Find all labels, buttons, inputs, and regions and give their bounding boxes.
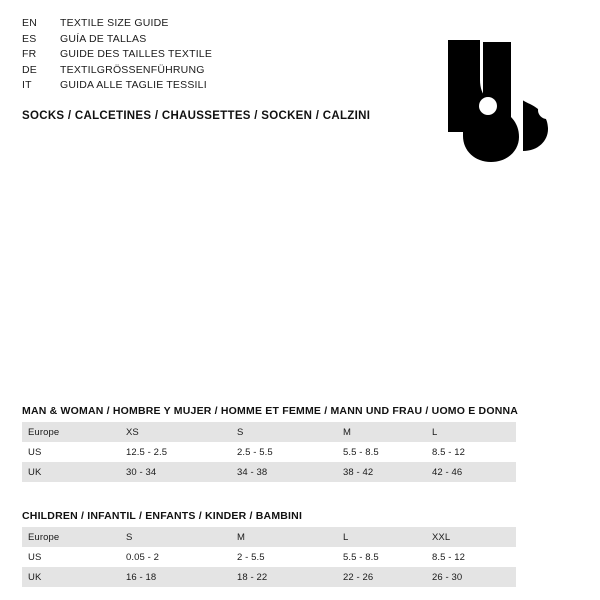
cell: 30 - 34 [120, 462, 231, 482]
cell: 38 - 42 [337, 462, 426, 482]
cell: XXL [426, 527, 516, 547]
language-code: DE [22, 63, 37, 76]
product-line-title: SOCKS / CALCETINES / CHAUSSETTES / SOCKEN / CALZINI [22, 110, 371, 122]
row-label: UK [22, 462, 120, 482]
language-row [22, 49, 382, 60]
language-list [22, 18, 382, 96]
socks-illustration [408, 22, 573, 172]
cell: L [426, 422, 516, 442]
table-row [22, 567, 516, 587]
cell: 18 - 22 [231, 567, 337, 587]
language-title: TEXTILE SIZE GUIDE [60, 17, 169, 29]
children-size-table [22, 527, 516, 587]
cell: M [231, 527, 337, 547]
language-code: FR [22, 48, 37, 60]
cell: XS [120, 422, 231, 442]
adults-size-section [22, 405, 578, 482]
language-code: EN [22, 17, 37, 29]
cell: 12.5 - 2.5 [120, 442, 231, 462]
cell: L [337, 527, 426, 547]
cell: 0.05 - 2 [120, 547, 231, 567]
cell: 8.5 - 12 [426, 547, 516, 567]
row-label: US [22, 442, 120, 462]
children-section-title: CHILDREN / INFANTIL / ENFANTS / KINDER / BAMBINI [22, 510, 303, 522]
cell: 22 - 26 [337, 567, 426, 587]
children-size-section [22, 510, 578, 587]
table-row [22, 422, 516, 442]
cell: 8.5 - 12 [426, 442, 516, 462]
cell: 2 - 5.5 [231, 547, 337, 567]
table-row [22, 547, 516, 567]
language-row [22, 18, 382, 29]
table-row [22, 442, 516, 462]
language-code: IT [22, 79, 32, 91]
cell: 42 - 46 [426, 462, 516, 482]
row-label: US [22, 547, 120, 567]
adults-section-title: MAN & WOMAN / HOMBRE Y MUJER / HOMME ET FEMME / MANN UND FRAU / UOMO E DONNA [22, 405, 519, 417]
cell: S [231, 422, 337, 442]
cell: 26 - 30 [426, 567, 516, 587]
row-label: UK [22, 567, 120, 587]
language-code: ES [22, 32, 37, 45]
cell: 16 - 18 [120, 567, 231, 587]
language-title: TEXTILGRÖSSENFÜHRUNG [60, 63, 205, 76]
cell: 5.5 - 8.5 [337, 547, 426, 567]
table-row [22, 527, 516, 547]
language-row [22, 65, 382, 76]
row-label: Europe [22, 527, 120, 547]
cell: S [120, 527, 231, 547]
language-title: GUÍA DE TALLAS [60, 32, 147, 45]
language-row [22, 80, 382, 91]
adults-size-table [22, 422, 516, 482]
cell: 2.5 - 5.5 [231, 442, 337, 462]
language-title: GUIDE DES TAILLES TEXTILE [60, 48, 213, 60]
cell: M [337, 422, 426, 442]
cell: 5.5 - 8.5 [337, 442, 426, 462]
language-title: GUIDA ALLE TAGLIE TESSILI [60, 79, 207, 91]
table-row [22, 462, 516, 482]
row-label: Europe [22, 422, 120, 442]
language-row [22, 34, 382, 45]
cell: 34 - 38 [231, 462, 337, 482]
